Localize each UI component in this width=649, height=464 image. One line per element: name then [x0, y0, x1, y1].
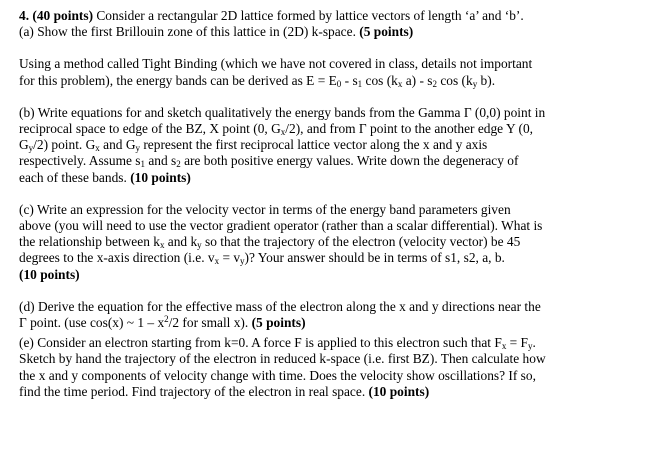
part-b-points: (10 points) [130, 169, 191, 185]
part-c-points: (10 points) [19, 266, 80, 282]
part-b: (b) Write equations for and sketch qualitatively the energy bands from the Gamma Γ (0,0) point in reciprocal space to edge of the BZ, X point (0, $G_x/2$), and from Γ point to the another edge Y (0, $G_y/2$) point. $G_x$ and $G_y$ represent the first reciprocal lattice vector along the x and y axis respectively. Assume $s_1$ and $s_2$ are both positive energy values. Write down the degeneracy of each of these bands. (10 points) [19, 104, 546, 185]
part-e: (e) Consider an electron starting from k=0. A force F is applied to this electron such that $F_x = F_y$. Sketch by hand the trajectory of the electron in reduced k-space (i.e. first BZ). Then calculate how the x and y components of velocity change with time. Does the velocity show oscillations? If so, find the time period. Find trajectory of the electron in real space. (10 points) [19, 335, 546, 399]
part-a: (a) Show the first Brillouin zone of this lattice in (2D) k-space. (5 points) [19, 24, 414, 40]
part-e-points: (10 points) [368, 383, 430, 399]
part-a-points: (5 points) [359, 24, 414, 40]
question-4-heading: 4. (40 points) Consider a rectangular 2D lattice formed by lattice vectors of length ‘a’ and ‘b’. [19, 8, 524, 23]
part-c: (c) Write an expression for the velocity vector in terms of the energy band parameters given above (you will need to use the vector gradient operator (rather than a scalar differential). What is the relationship between $k_x$ and $k_y$ so that the trajectory of the electron (velocity vector) be 45 degrees to the x-axis direction (i.e. $v_x = v_y$)? Your answer should be in terms of s1, s2, a, b. (10 points) [19, 201, 543, 282]
question-4-points: 4. (40 points) [19, 8, 94, 23]
part-d-points: (5 points) [251, 315, 306, 331]
tight-binding-paragraph: Using a method called Tight Binding (which we have not covered in class, details not important for this problem), the energy bands can be derived as $E = E_0 - s_1$ $\cos (k_x$ $a) - s_2$ $\cos (k_y$ b). [19, 56, 533, 89]
part-d: (d) Derive the equation for the effective mass of the electron along the x and y directions near the Γ point. (use cos(x) ~ $1 - x^2/2$ for small x). (5 points) [19, 298, 541, 331]
